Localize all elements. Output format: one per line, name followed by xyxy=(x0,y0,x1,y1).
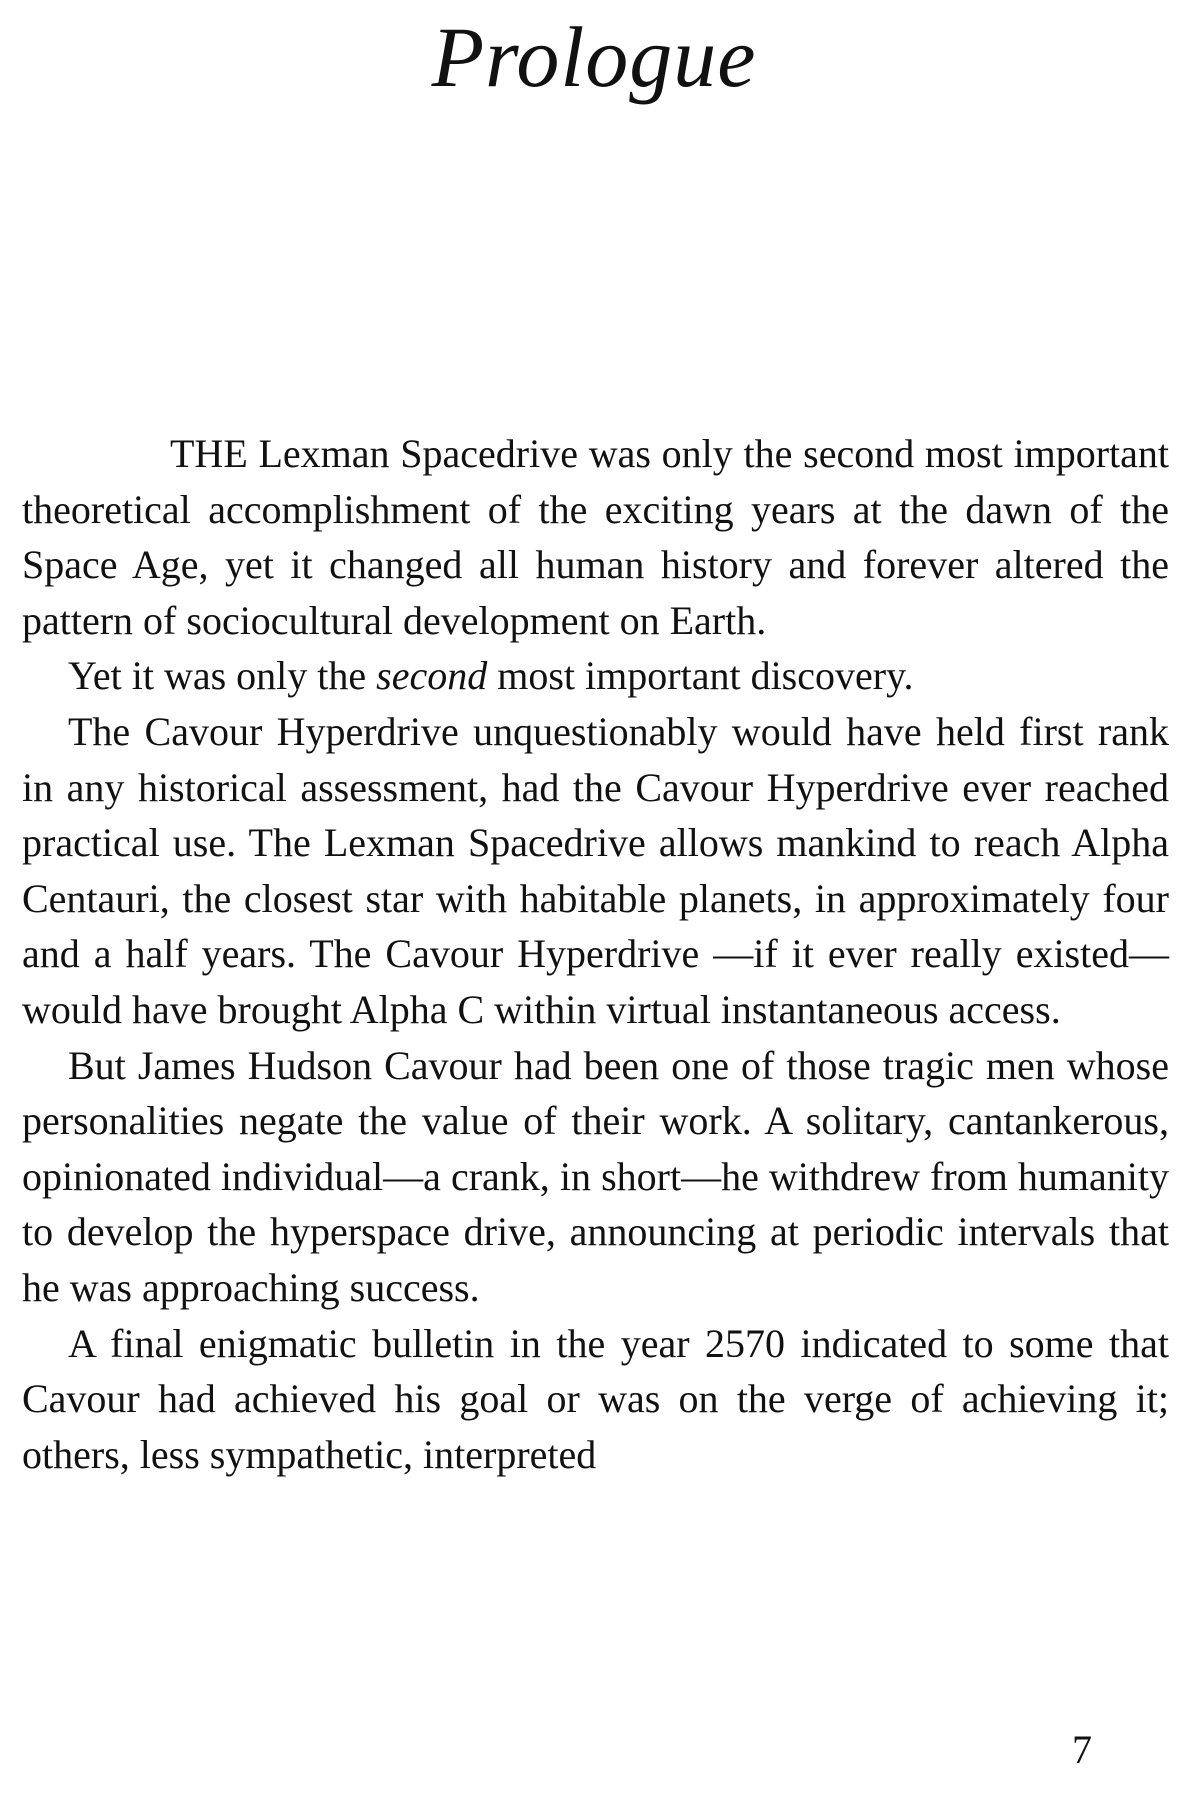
paragraph-3: The Cavour Hyperdrive unquestionably would have held first rank in any historical assessment, had the Cavour Hyperdrive ever reached practical use. The Lexman Spacedrive allows mankind to reach Alpha Centauri, the closest star with habitable planets, in approximately four and a half years. The Cavour Hyperdrive —if it ever really existed—would have brought Alpha C within virtual instantaneous access. xyxy=(22,708,1169,1032)
page-number: 7 xyxy=(1072,1727,1092,1772)
chapter-title: Prologue xyxy=(431,9,757,105)
emphasized-word: second xyxy=(376,653,488,699)
paragraph-2 xyxy=(22,648,1169,704)
paragraph-4: But James Hudson Cavour had been one of those tragic men whose personalities negate the value of their work. A solitary, cantankerous, opinionated individual—a crank, in short—he withdrew from humanity to develop the hyperspace drive, announcing at periodic intervals that he was approaching success. xyxy=(22,1042,1169,1310)
body-text xyxy=(22,426,1169,1482)
paragraph-1: THE Lexman Spacedrive was only the second most important theoretical accomplishment of the exciting years at the dawn of the Space Age, yet it changed all human history and forever altered the pattern of sociocultural development on Earth. xyxy=(22,431,1169,643)
paragraph-2-end: most important discovery. xyxy=(487,653,914,699)
paragraph-5: A final enigmatic bulletin in the year 2570 indicated to some that Cavour had achieved his goal or was on the verge of achieving it; others, less sympathetic, interpreted xyxy=(22,1320,1169,1477)
paragraph-2-start: Yet it was only the xyxy=(68,653,377,699)
